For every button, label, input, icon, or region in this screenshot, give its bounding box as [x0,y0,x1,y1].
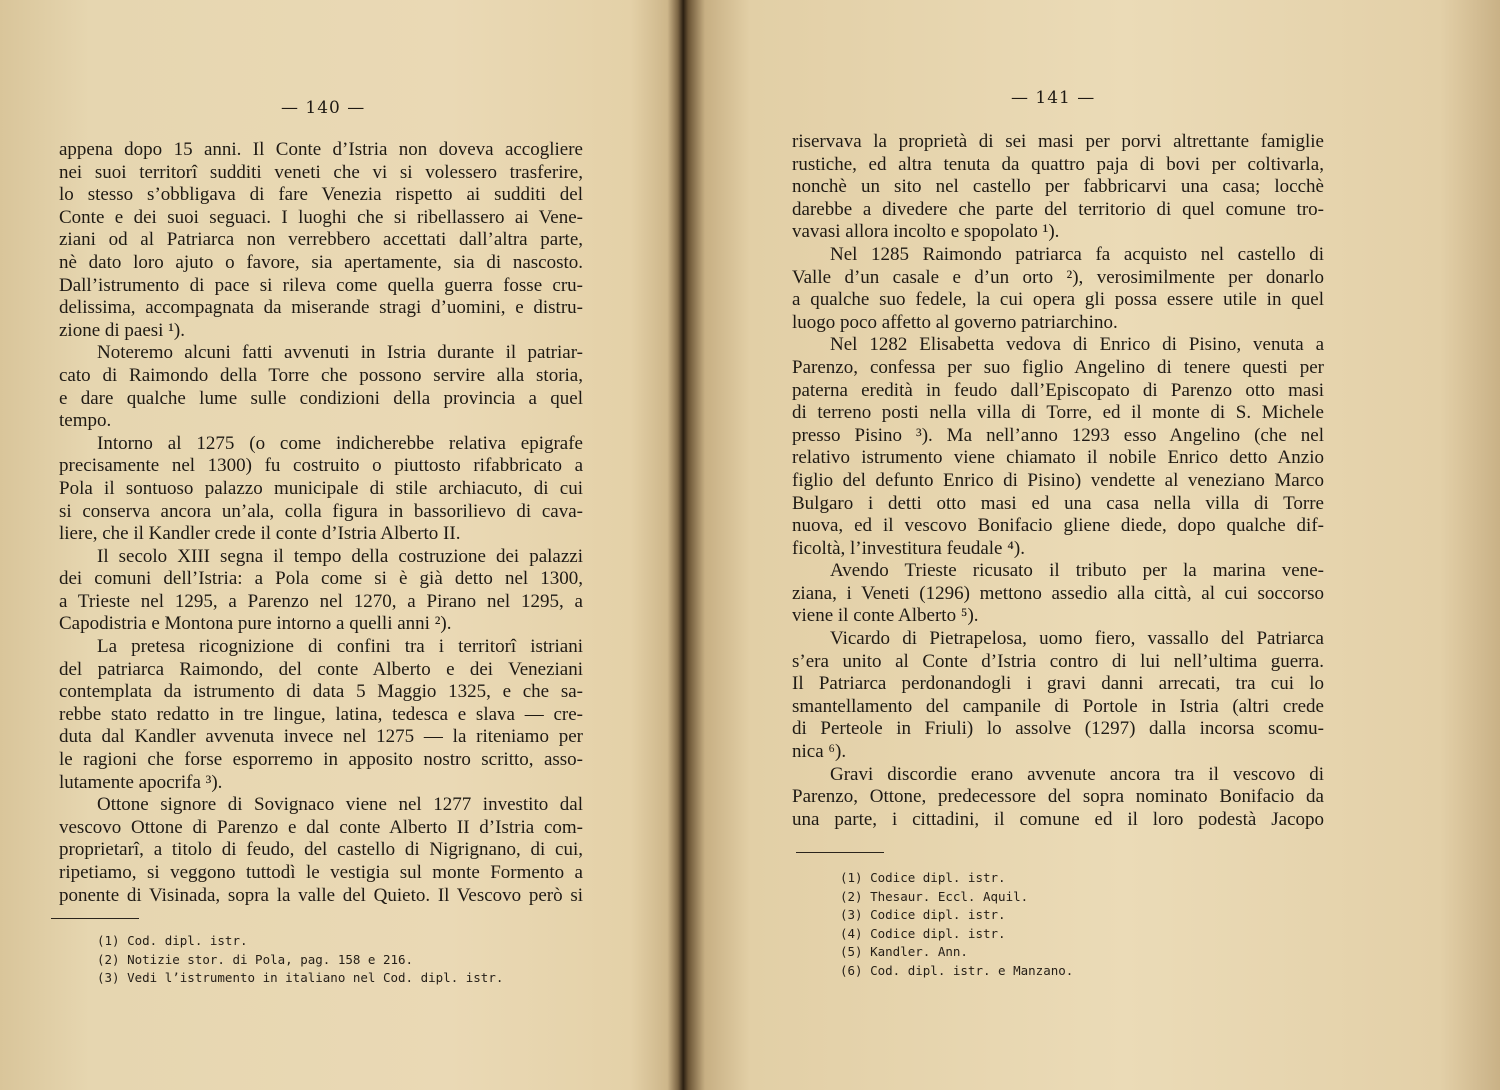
text-line: ripetiamo, si veggono tuttodì le vestigia sul monte Formento a [59,862,583,883]
text-line: a qualche suo fedele, la cui opera gli possa essere utile in quel [792,289,1324,311]
text-line: contemplata da istrumento di data 5 Maggio 1325, e che sa- [59,681,583,703]
page-body-text [792,131,1324,831]
text-line: Noteremo alcuni fatti avvenuti in Istria durante il patriar- [97,342,583,364]
footnote-rule [796,852,884,853]
text-line: nei suoi territorî sudditi veneti che vi si volessero trasferire, [59,161,583,183]
text-line: nica ⁶). [792,741,847,763]
text-line: smantellamento del campanile di Portole in Istria (altri crede [792,695,1324,717]
text-line: liere, che il Kandler crede il conte d’Istria Alberto II. [59,523,461,545]
text-line: Il Patriarca perdonandogli i gravi danni arrecati, tra cui lo [792,673,1324,695]
footnote-rule [51,918,139,919]
text-line: lutamente apocrifa ³). [59,771,223,793]
footnote: (2) Notizie stor. di Pola, pag. 158 e 216. [97,951,414,967]
text-line: una parte, i cittadini, il comune ed il loro podestà Jacopo [792,808,1324,830]
text-line: luogo poco affetto al governo patriarchino. [792,311,1118,333]
text-line: delissima, accompagnata da miserande stragi d’uomini, e distru- [59,297,583,319]
right-page [700,0,1500,1090]
left-page [0,0,680,1090]
text-line: vescovo Ottone di Parenzo e dal conte Alberto II d’Istria com- [59,816,583,838]
text-line: Avendo Trieste ricusato il tributo per la marina vene- [830,560,1324,582]
text-line: del patriarca Raimondo, del conte Alberto e dei Veneziani [59,658,583,680]
text-line: Il secolo XIII segna il tempo della costruzione dei palazzi [97,545,583,567]
text-line: viene il conte Alberto ⁵). [792,605,979,627]
text-line: rebbe stato redatto in tre lingue, latina, tedesca e slava — cre- [59,703,583,725]
text-line: cato di Raimondo della Torre che possono servire alla storia, [59,364,583,386]
text-line: La pretesa ricognizione di confini tra i territorî istriani [97,636,583,658]
text-line: rustiche, ed altra tenuta da quattro paja di bovi per coltivarla, [792,153,1324,175]
text-line: le ragioni che forse esporremo in apposito nostro scritto, asso- [59,749,583,771]
footnote: (1) Cod. dipl. istr. [97,933,248,948]
text-line: si conserva ancora un’ala, colla figura in bassorilievo di cava- [59,500,583,522]
text-line: Nel 1282 Elisabetta vedova di Enrico di Pisino, venuta a [830,334,1324,356]
text-line: vavasi allora incolto e spopolato ¹). [792,221,1060,243]
footnotes [840,869,1073,981]
footnote: (3) Codice dipl. istr. [840,907,1006,923]
footnotes [97,932,503,988]
text-line: nuova, ed il vescovo Bonifacio gliene diede, dopo qualche dif- [792,515,1324,537]
footnote: (1) Codice dipl. istr. [840,870,1006,885]
text-line: proprietarî, a titolo di feudo, del castello di Nigrignano, di cui, [59,839,583,861]
text-line: Conte e dei suoi seguaci. I luoghi che si ribellassero ai Vene- [59,206,583,228]
text-line: Dall’istrumento di pace si rileva come quella guerra fosse cru- [59,274,583,296]
text-line: ziana, i Veneti (1296) mettono assedio alla città, al cui soccorso [792,582,1324,604]
text-line: Intorno al 1275 (o come indicherebbe relativa epigrafe [97,432,583,454]
text-line: Parenzo, confessa per suo figlio Angelino di tenere questi per [792,356,1324,378]
text-line: Nel 1285 Raimondo patriarca fa acquisto nel castello di [830,243,1324,265]
text-line: Pola il sontuoso palazzo municipale di stile archiacuto, di cui [59,477,583,499]
text-line: dei comuni dell’Istria: a Pola come si è già detto nel 1300, [59,568,583,590]
footnote: (2) Thesaur. Eccl. Aquil. [840,888,1029,904]
text-line: relativo istrumento viene chiamato il nobile Enrico detto Anzio [792,447,1324,469]
text-line: ficoltà, l’investitura feudale ⁴). [792,537,1025,559]
footnote: (3) Vedi l’istrumento in italiano nel Cod. dipl. istr. [97,970,504,986]
text-line: lo stesso s’obbligava di fare Venezia rispetto ai sudditi del [59,184,583,206]
text-line: zione di paesi ¹). [59,319,185,341]
footnote: (5) Kandler. Ann. [840,944,968,960]
text-line: e dare qualche lume sulle condizioni della provincia a quel [59,387,583,409]
page-number: — 140 — [281,98,366,118]
text-line: Valle d’un casale e d’un orto ²), verosimilmente per donarlo [792,266,1324,288]
text-line: paterna eredità in feudo dall’Episcopato di Parenzo otto masi [792,379,1324,401]
text-line: ponente di Visinada, sopra la valle del Quieto. Il Vescovo però si [59,884,583,906]
page-body-text [59,139,583,907]
text-line: tempo. [59,410,112,432]
footnote: (4) Codice dipl. istr. [840,925,1006,941]
text-line: ziani od al Patriarca non verrebbero accettati dall’altra parte, [59,229,583,251]
text-line: duta dal Kandler avvenuta invece nel 1275 — la riteniamo per [59,726,583,748]
text-line: riservava la proprietà di sei masi per porvi altrettante famiglie [792,131,1324,152]
text-line: Gravi discordie erano avvenute ancora tra il vescovo di [830,763,1324,785]
text-line: Vicardo di Pietrapelosa, uomo fiero, vassallo del Patriarca [830,628,1324,650]
text-line: nè dato loro ajuto o favore, sia apertamente, sia di nascosto. [59,251,583,273]
text-line: darebbe a divedere che parte del territorio di quel comune tro- [792,198,1324,220]
text-line: Capodistria e Montona pure intorno a quelli anni ²). [59,613,452,635]
footnote: (6) Cod. dipl. istr. e Manzano. [840,962,1074,978]
text-line: figlio del defunto Enrico di Pisino) vendette al veneziano Marco [792,469,1324,491]
text-line: a Trieste nel 1295, a Parenzo nel 1270, a Pirano nel 1295, a [59,590,583,612]
text-line: Ottone signore di Sovignaco viene nel 1277 investito dal [97,794,583,816]
page-number: — 141 — [1011,88,1096,108]
text-line: nonchè un sito nel castello per fabbricarvi una casa; locchè [792,176,1324,198]
text-line: appena dopo 15 anni. Il Conte d’Istria non doveva accogliere [59,139,583,160]
text-line: di Perteole in Friuli) lo assolve (1297) dalla incorsa scomu- [792,718,1324,740]
text-line: s’era unito al Conte d’Istria contro di lui nell’ultima guerra. [792,650,1324,672]
text-line: Parenzo, Ottone, predecessore del sopra nominato Bonifacio da [792,786,1324,808]
text-line: presso Pisino ³). Ma nell’anno 1293 esso Angelino (che nel [792,424,1324,446]
text-line: di terreno posti nella villa di Torre, ed il monte di S. Michele [792,402,1324,424]
text-line: precisamente nel 1300) fu costruito o piuttosto rifabbricato a [59,455,583,477]
text-line: Bulgaro i detti otto masi ed una casa nella villa di Torre [792,492,1324,514]
